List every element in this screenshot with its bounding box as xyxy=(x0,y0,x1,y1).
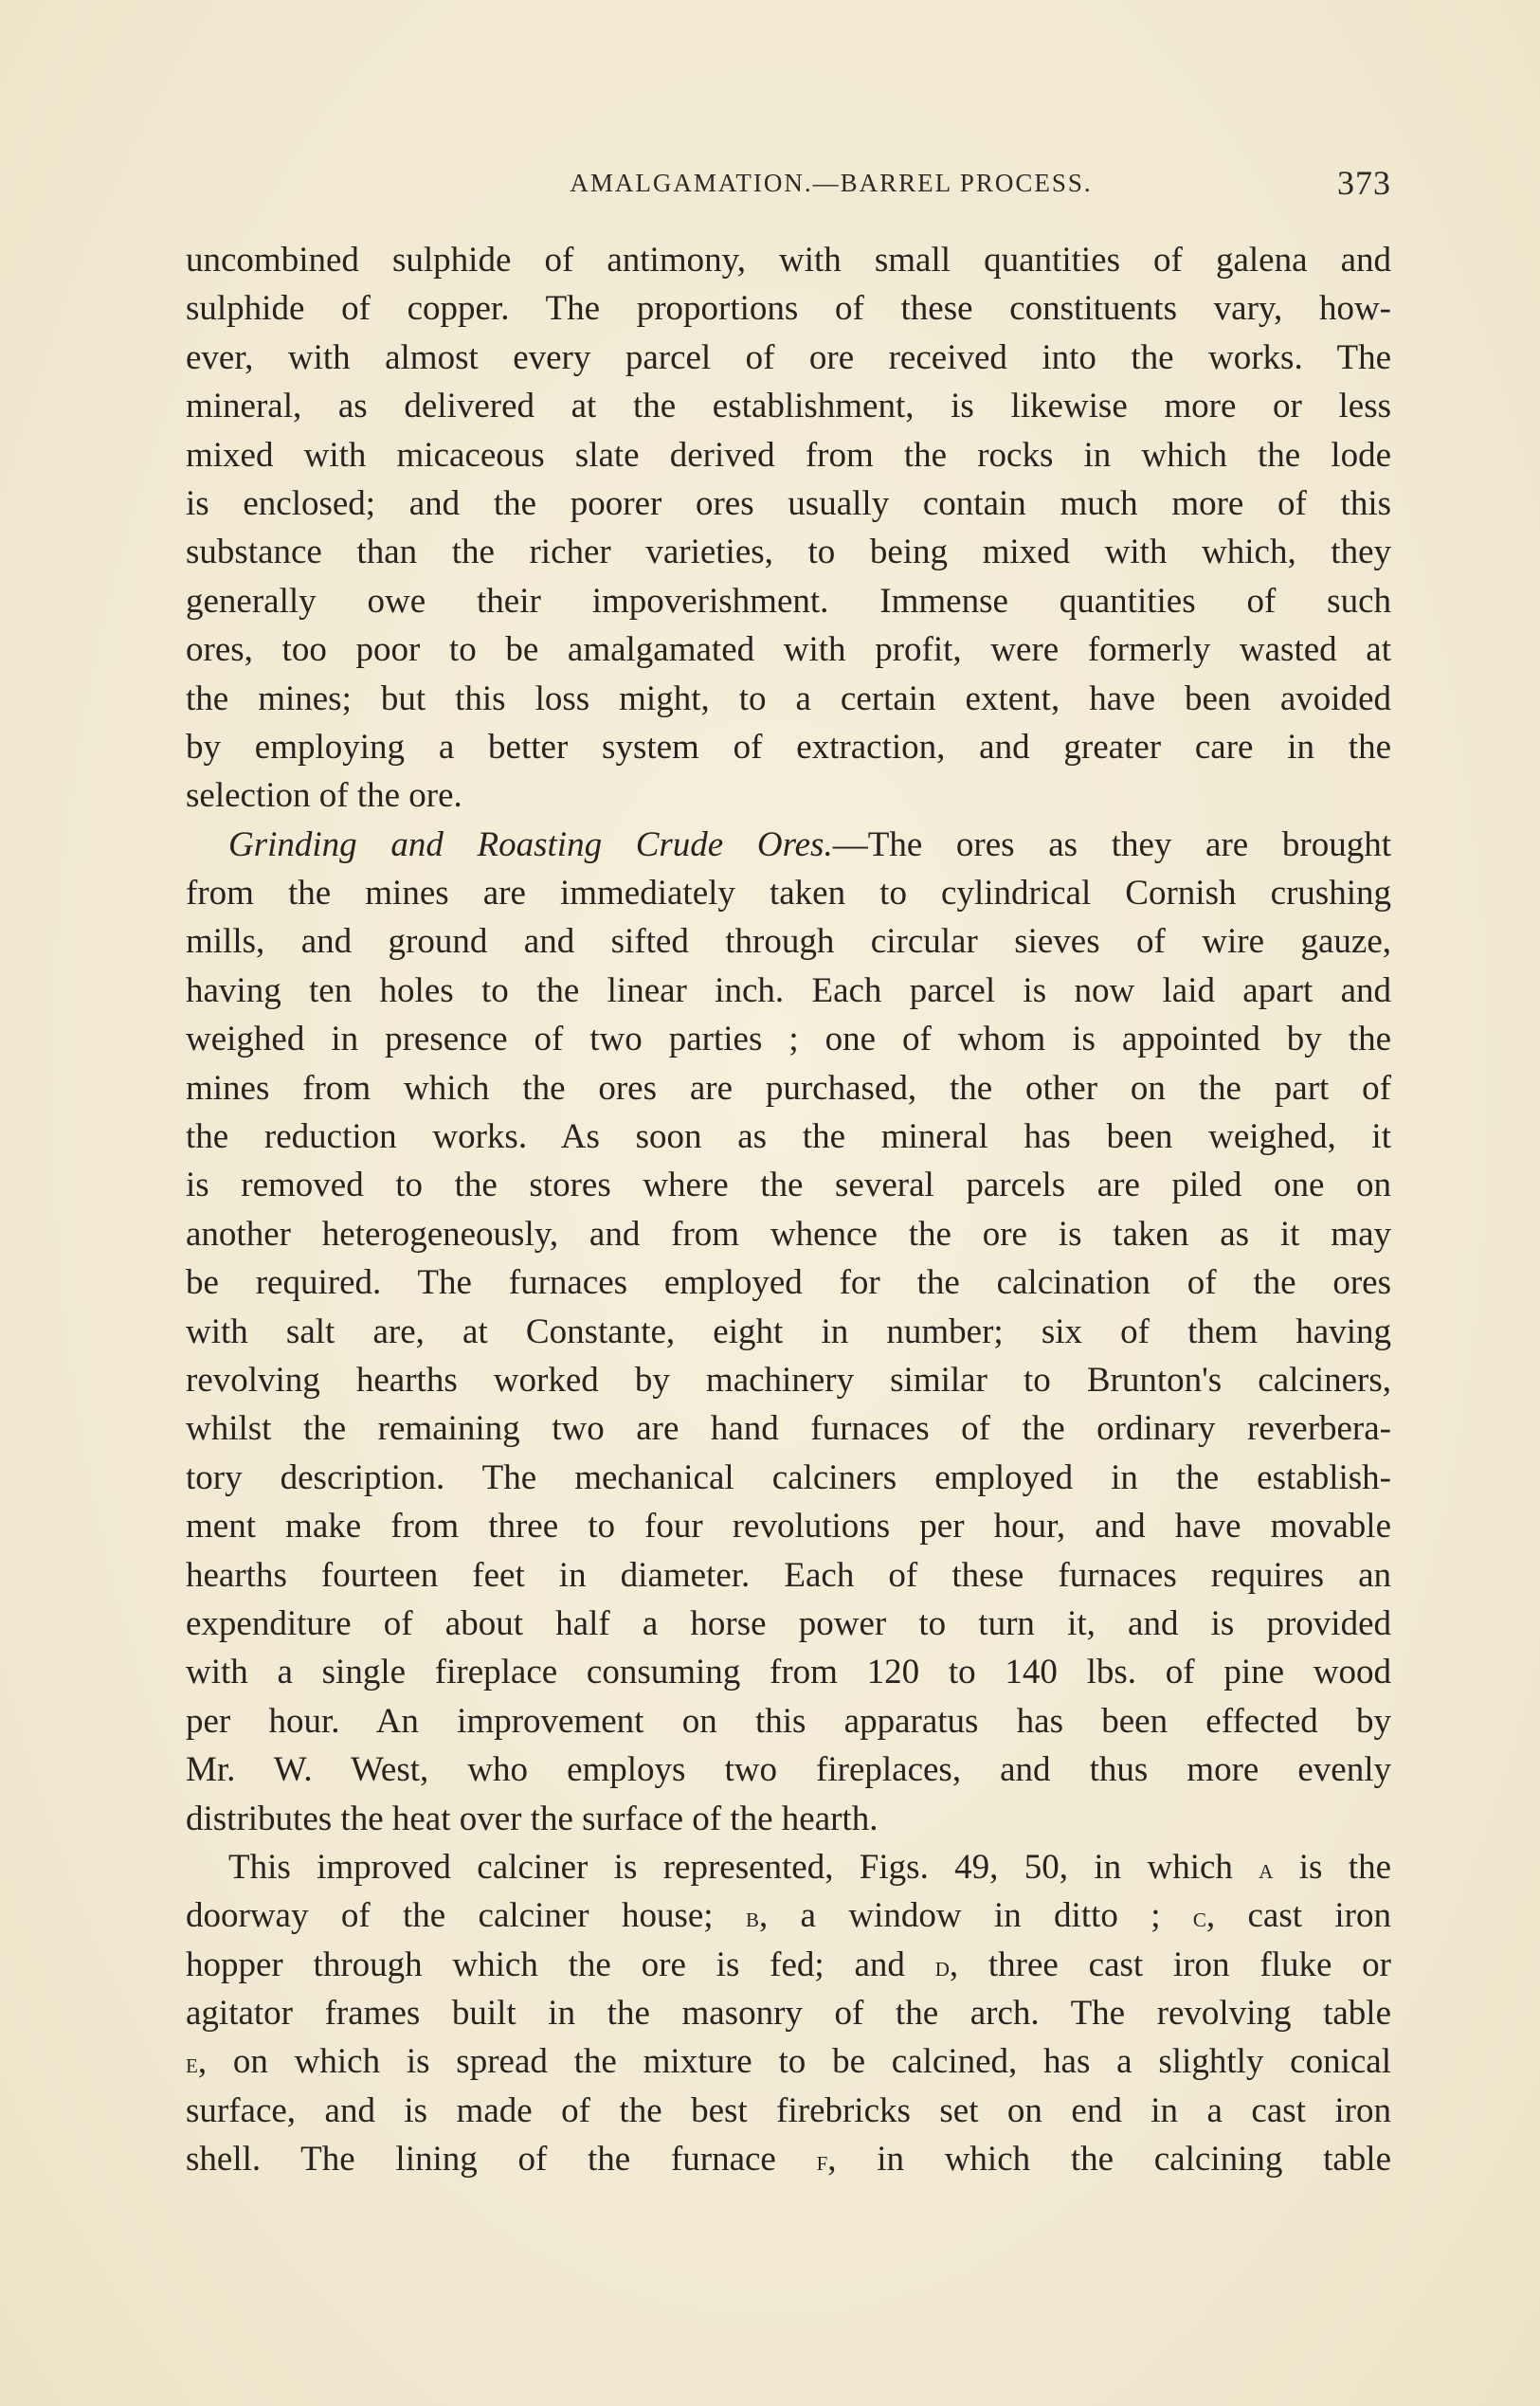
text-line xyxy=(186,1843,1391,1891)
text-line: whilst the remaining two are hand furnaces of the ordinary reverbera- xyxy=(186,1409,1391,1449)
running-head: AMALGAMATION.—BARREL PROCESS. xyxy=(570,169,1093,197)
text-line: mineral, as delivered at the establishment, is likewise more or less xyxy=(186,387,1391,426)
figure-label: d xyxy=(934,1950,950,1982)
text-line: selection of the ore. xyxy=(186,776,462,816)
text-line: ment make from three to four revolutions per hour, and have movable xyxy=(186,1507,1391,1547)
figure-label: b xyxy=(745,1902,759,1934)
text-line xyxy=(186,1941,1391,1989)
text-segment: , three cast iron fluke or xyxy=(949,1945,1391,1984)
text-segment: is the xyxy=(1273,1847,1391,1887)
text-line: hearths fourteen feet in diameter. Each of these furnaces requires an xyxy=(186,1555,1391,1595)
page-number: 373 xyxy=(1337,164,1391,202)
text-line: expenditure of about half a horse power to turn it, and is provided xyxy=(186,1603,1391,1643)
text-segment: , in which the calcining table xyxy=(827,2140,1391,2180)
text-line: mills, and ground and sifted through circular sieves of wire gauze, xyxy=(186,922,1391,962)
text-line: weighed in presence of two parties ; one of whom is appointed by the xyxy=(186,1020,1391,1059)
text-segment: , cast iron xyxy=(1205,1896,1391,1936)
text-line: mines from which the ores are purchased, the other on the part of xyxy=(186,1068,1391,1108)
text-line: from the mines are immediately taken to cylindrical Cornish crushing xyxy=(186,874,1391,914)
text-line: the mines; but this loss might, to a certain extent, have been avoided xyxy=(186,678,1391,718)
text-line: with a single fireplace consuming from 120 to 140 lbs. of pine wood xyxy=(186,1653,1391,1692)
text-line: tory description. The mechanical calciners employed in the establish- xyxy=(186,1457,1391,1497)
text-segment: , a window in ditto ; xyxy=(758,1896,1193,1936)
text-line xyxy=(186,1891,1391,1940)
section-heading: Grinding and Roasting Crude Ores. xyxy=(228,824,833,864)
text-segment: This improved calciner is represented, Figs. 49, 50, in which xyxy=(228,1847,1259,1887)
text-line: per hour. An improvement on this apparatus has been effected by xyxy=(186,1701,1391,1741)
text-line: substance than the richer varieties, to being mixed with which, they xyxy=(186,533,1391,572)
text-line: ores, too poor to be amalgamated with profit, were formerly wasted at xyxy=(186,630,1391,670)
text-line: be required. The furnaces employed for the calcination of the ores xyxy=(186,1263,1391,1303)
text-line: mixed with micaceous slate derived from the rocks in which the lode xyxy=(186,435,1391,475)
text-line: another heterogeneously, and from whence the ore is taken as it may xyxy=(186,1214,1391,1254)
text-line: Mr. W. West, who employs two fireplaces, and thus more evenly xyxy=(186,1750,1391,1790)
text-segment: shell. The lining of the furnace xyxy=(186,2140,817,2180)
text-line: surface, and is made of the best firebricks set on end in a cast iron xyxy=(186,2090,1391,2130)
figure-label: c xyxy=(1192,1902,1206,1934)
text-segment: —The ores as they are brought xyxy=(832,824,1391,864)
text-line: distributes the heat over the surface of the hearth. xyxy=(186,1799,879,1838)
text-line: agitator frames built in the masonry of the arch. The revolving table xyxy=(186,1994,1391,2034)
paragraph-2 xyxy=(186,821,1391,1843)
text-line: revolving hearths worked by machinery similar to Brunton's calciners, xyxy=(186,1360,1391,1400)
body-text xyxy=(186,236,1391,2184)
text-line: having ten holes to the linear inch. Each parcel is now laid apart and xyxy=(186,970,1391,1010)
text-line: sulphide of copper. The proportions of these constituents vary, how- xyxy=(186,289,1391,329)
text-segment: , on which is spread the mixture to be calcined, has a slightly conical xyxy=(197,2042,1391,2082)
figure-label: f xyxy=(816,2145,828,2178)
text-line: is enclosed; and the poorer ores usually contain much more of this xyxy=(186,483,1391,523)
text-line: by employing a better system of extraction, and greater care in the xyxy=(186,727,1391,767)
text-line: ever, with almost every parcel of ore received into the works. The xyxy=(186,337,1391,377)
figure-label: a xyxy=(1259,1853,1274,1885)
text-segment: hopper through which the ore is fed; and xyxy=(186,1945,935,1984)
text-line xyxy=(186,2037,1391,2086)
text-line xyxy=(186,821,1391,869)
text-line: is removed to the stores where the several parcels are piled one on xyxy=(186,1166,1391,1205)
text-segment: doorway of the calciner house; xyxy=(186,1896,746,1936)
text-line: the reduction works. As soon as the mineral has been weighed, it xyxy=(186,1117,1391,1157)
paragraph-3 xyxy=(186,1843,1391,2184)
page-header xyxy=(186,163,1391,210)
text-line: uncombined sulphide of antimony, with small quantities of galena and xyxy=(186,241,1391,280)
text-line: generally owe their impoverishment. Immense quantities of such xyxy=(186,581,1391,621)
figure-label: e xyxy=(186,2048,198,2080)
paragraph-1 xyxy=(186,236,1391,821)
text-line xyxy=(186,2135,1391,2183)
text-line: with salt are, at Constante, eight in number; six of them having xyxy=(186,1312,1391,1351)
